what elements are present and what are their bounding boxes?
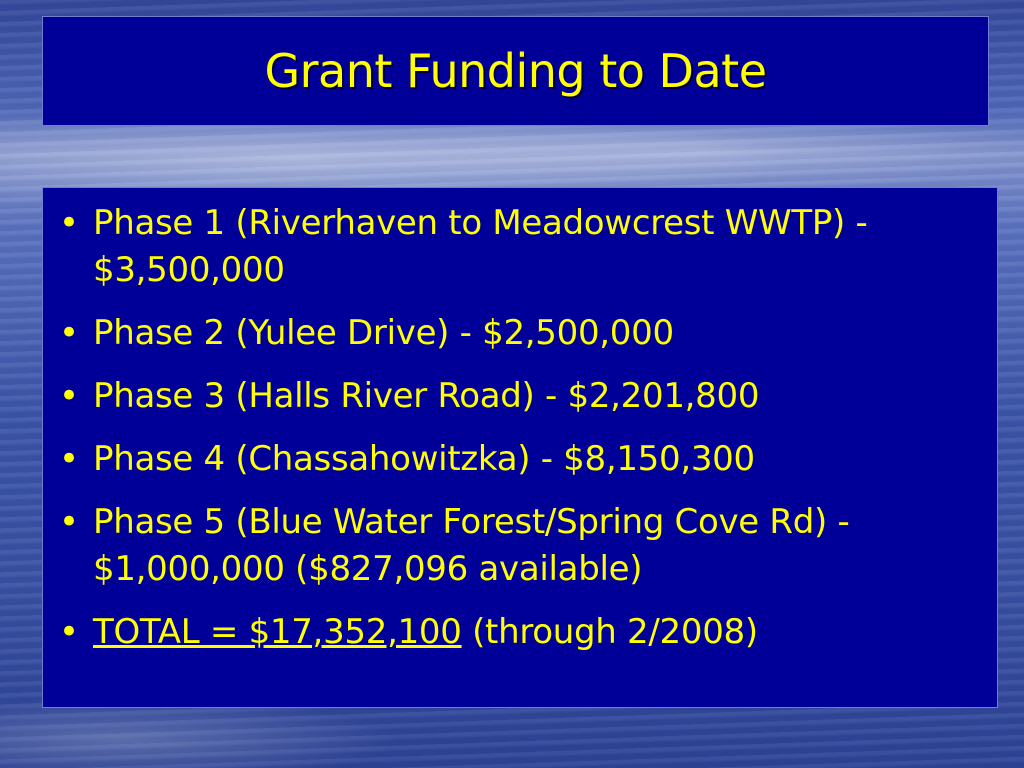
title-box bbox=[42, 16, 989, 126]
bullet-text: Phase 2 (Yulee Drive) - $2,500,000 bbox=[93, 313, 674, 353]
slide-title: Grant Funding to Date bbox=[264, 44, 767, 98]
bullet-item-phase-1 bbox=[59, 200, 979, 294]
bullet-icon: • bbox=[59, 313, 80, 353]
bullet-item-phase-4 bbox=[59, 436, 979, 483]
bullet-text: Phase 3 (Halls River Road) - $2,201,800 bbox=[93, 376, 760, 416]
bullet-item-phase-5 bbox=[59, 499, 979, 593]
bullet-icon: • bbox=[59, 502, 80, 542]
total-line bbox=[93, 609, 979, 656]
bullet-icon: • bbox=[59, 203, 80, 243]
bullet-text: Phase 4 (Chassahowitzka) - $8,150,300 bbox=[93, 439, 755, 479]
bullet-item-phase-2 bbox=[59, 310, 979, 357]
bullet-text: Phase 5 (Blue Water Forest/Spring Cove Rd) - $1,000,000 ($827,096 available) bbox=[93, 502, 850, 589]
bullet-icon: • bbox=[59, 376, 80, 416]
bullet-icon: • bbox=[59, 439, 80, 479]
content-box bbox=[42, 187, 998, 708]
total-period: (through 2/2008) bbox=[461, 612, 758, 652]
bullet-item-total bbox=[59, 609, 979, 656]
bullet-icon: • bbox=[59, 612, 80, 652]
bullet-item-phase-3 bbox=[59, 373, 979, 420]
bullet-text: Phase 1 (Riverhaven to Meadowcrest WWTP) - $3,500,000 bbox=[93, 203, 868, 290]
bullet-list bbox=[59, 200, 979, 656]
total-amount: TOTAL = $17,352,100 bbox=[93, 612, 462, 652]
